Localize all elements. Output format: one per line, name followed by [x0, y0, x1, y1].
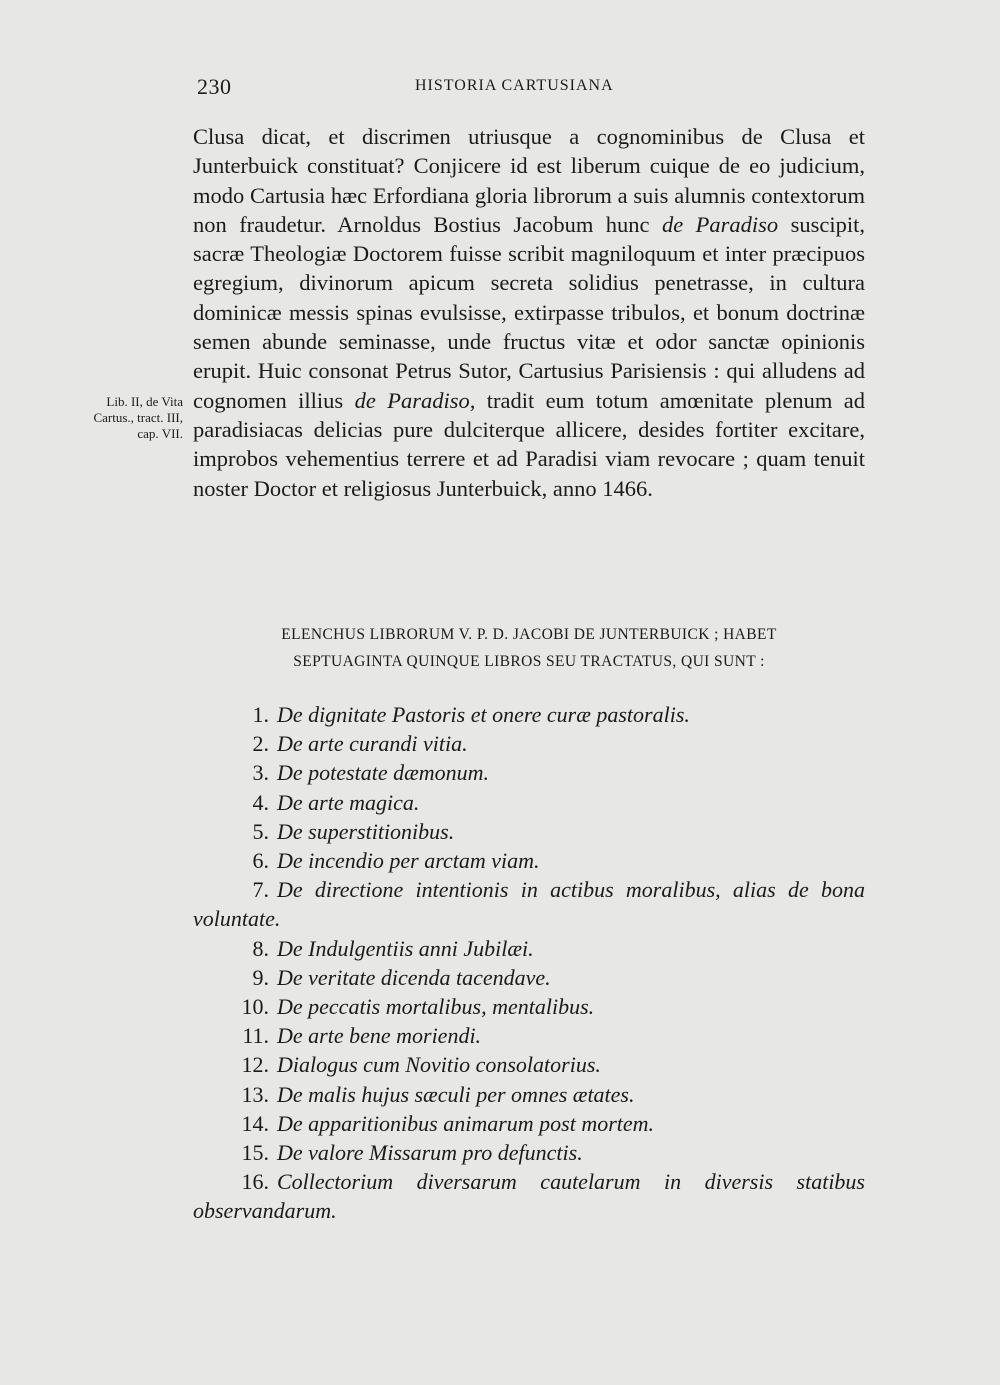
item-number: 9.: [252, 964, 269, 990]
list-item: [193, 729, 865, 758]
book-list: [193, 700, 865, 1226]
book-title: De malis hujus sæculi per omnes ætates.: [277, 1081, 635, 1107]
item-number: 16.: [241, 1169, 269, 1195]
item-number: 1.: [252, 702, 269, 727]
body-paragraph: [193, 122, 865, 503]
book-title: De dignitate Pastoris et onere curæ pastoralis.: [277, 702, 690, 727]
list-item: [193, 700, 865, 729]
list-item: [193, 1080, 865, 1109]
margin-note: [55, 394, 183, 442]
text-segment: suscipit, sacræ Theologiæ Doctorem fuisse scribit magniloquum et inter præcipuos egregium, divinorum apicum secreta solidius penetrasse, in cultura dominicæ messis spinas evulsisse, extirpasse tribulos, et bonum doctrinæ semen abunde seminasse, unde fructus vitæ et odor sanctæ opinionis erupit. Huic consonat Petrus Sutor, Cartusius Parisiensis : qui alludens ad cognomen illius: [193, 211, 865, 413]
book-title: Collectorium diversarum cautelarum in diversis statibus observandarum.: [193, 1169, 865, 1224]
book-title: De directione intentionis in actibus moralibus, alias de bona voluntate.: [193, 877, 865, 932]
elenchus-line: ELENCHUS LIBRORUM V. P. D. JACOBI DE JUNTERBUICK ; HABET: [281, 626, 777, 643]
list-item: [193, 992, 865, 1021]
book-title: Dialogus cum Novitio consolatorius.: [277, 1052, 601, 1078]
item-number: 5.: [252, 818, 269, 844]
italic-phrase: de Paradiso,: [354, 387, 476, 413]
item-number: 2.: [252, 731, 269, 757]
book-title: De apparitionibus animarum post mortem.: [277, 1110, 655, 1136]
book-title: De arte bene moriendi.: [277, 1023, 482, 1049]
list-item: [193, 846, 865, 875]
book-title: De incendio per arctam viam.: [277, 848, 540, 874]
item-number: 12.: [241, 1052, 269, 1078]
list-item: [193, 758, 865, 787]
list-item: [193, 1109, 865, 1138]
book-title: De superstitionibus.: [277, 818, 455, 844]
book-title: De valore Missarum pro defunctis.: [277, 1140, 583, 1166]
list-item: [193, 963, 865, 992]
item-number: 14.: [241, 1110, 269, 1136]
book-title: De arte magica.: [277, 789, 420, 815]
italic-phrase: de Paradiso: [661, 211, 779, 237]
book-title: De potestate dæmonum.: [277, 760, 490, 786]
list-item: [193, 934, 865, 963]
item-number: 15.: [241, 1140, 269, 1166]
item-number: 11.: [242, 1023, 269, 1049]
running-title: HISTORIA CARTUSIANA: [415, 77, 614, 94]
list-item: [193, 1167, 865, 1225]
book-title: De Indulgentiis anni Jubilæi.: [277, 935, 534, 961]
item-number: 13.: [241, 1081, 269, 1107]
elenchus-line: SEPTUAGINTA QUINQUE LIBROS SEU TRACTATUS, QUI SUNT :: [293, 653, 765, 670]
list-item: [193, 1021, 865, 1050]
page-header: [193, 74, 865, 104]
page-number: 230: [197, 74, 232, 99]
book-title: De veritate dicenda tacendave.: [277, 964, 551, 990]
item-number: 10.: [241, 994, 269, 1020]
paragraph-text: [193, 122, 865, 503]
item-number: 8.: [252, 935, 269, 961]
item-number: 4.: [252, 789, 269, 815]
list-item: [193, 1050, 865, 1079]
item-number: 6.: [252, 848, 269, 874]
list-item: [193, 817, 865, 846]
item-number: 3.: [252, 760, 269, 786]
elenchus-heading: [193, 621, 865, 675]
list-item: [193, 875, 865, 933]
text-segment: Clusa dicat, et discrimen utriusque a cognominibus de Clusa et Junterbuick constituat? Conjicere id est liberum cuique de eo judicium, modo Cartusia hæc Erfordiana gloria librorum a suis alumnis contextorum non fraudetur. Arnoldus Bostius Jacobum hunc: [193, 124, 865, 237]
margin-note-line: Lib. II, de Vita: [106, 394, 183, 409]
list-item: [193, 788, 865, 817]
margin-note-line: cap. VII.: [137, 426, 183, 441]
margin-note-line: Cartus., tract. III,: [93, 410, 183, 425]
item-number: 7.: [252, 877, 269, 903]
book-title: De peccatis mortalibus, mentalibus.: [277, 994, 595, 1020]
list-item: [193, 1138, 865, 1167]
book-title: De arte curandi vitia.: [277, 731, 468, 757]
text-segment: tradit eum totum amœnitate plenum ad paradisiacas delicias pure dulciterque allicere, desides fortiter excitare, improbos vehementius terrere et ad Paradisi viam revocare ; quam tenuit noster Doctor et religiosus Junterbuick, anno 1466.: [193, 387, 865, 501]
